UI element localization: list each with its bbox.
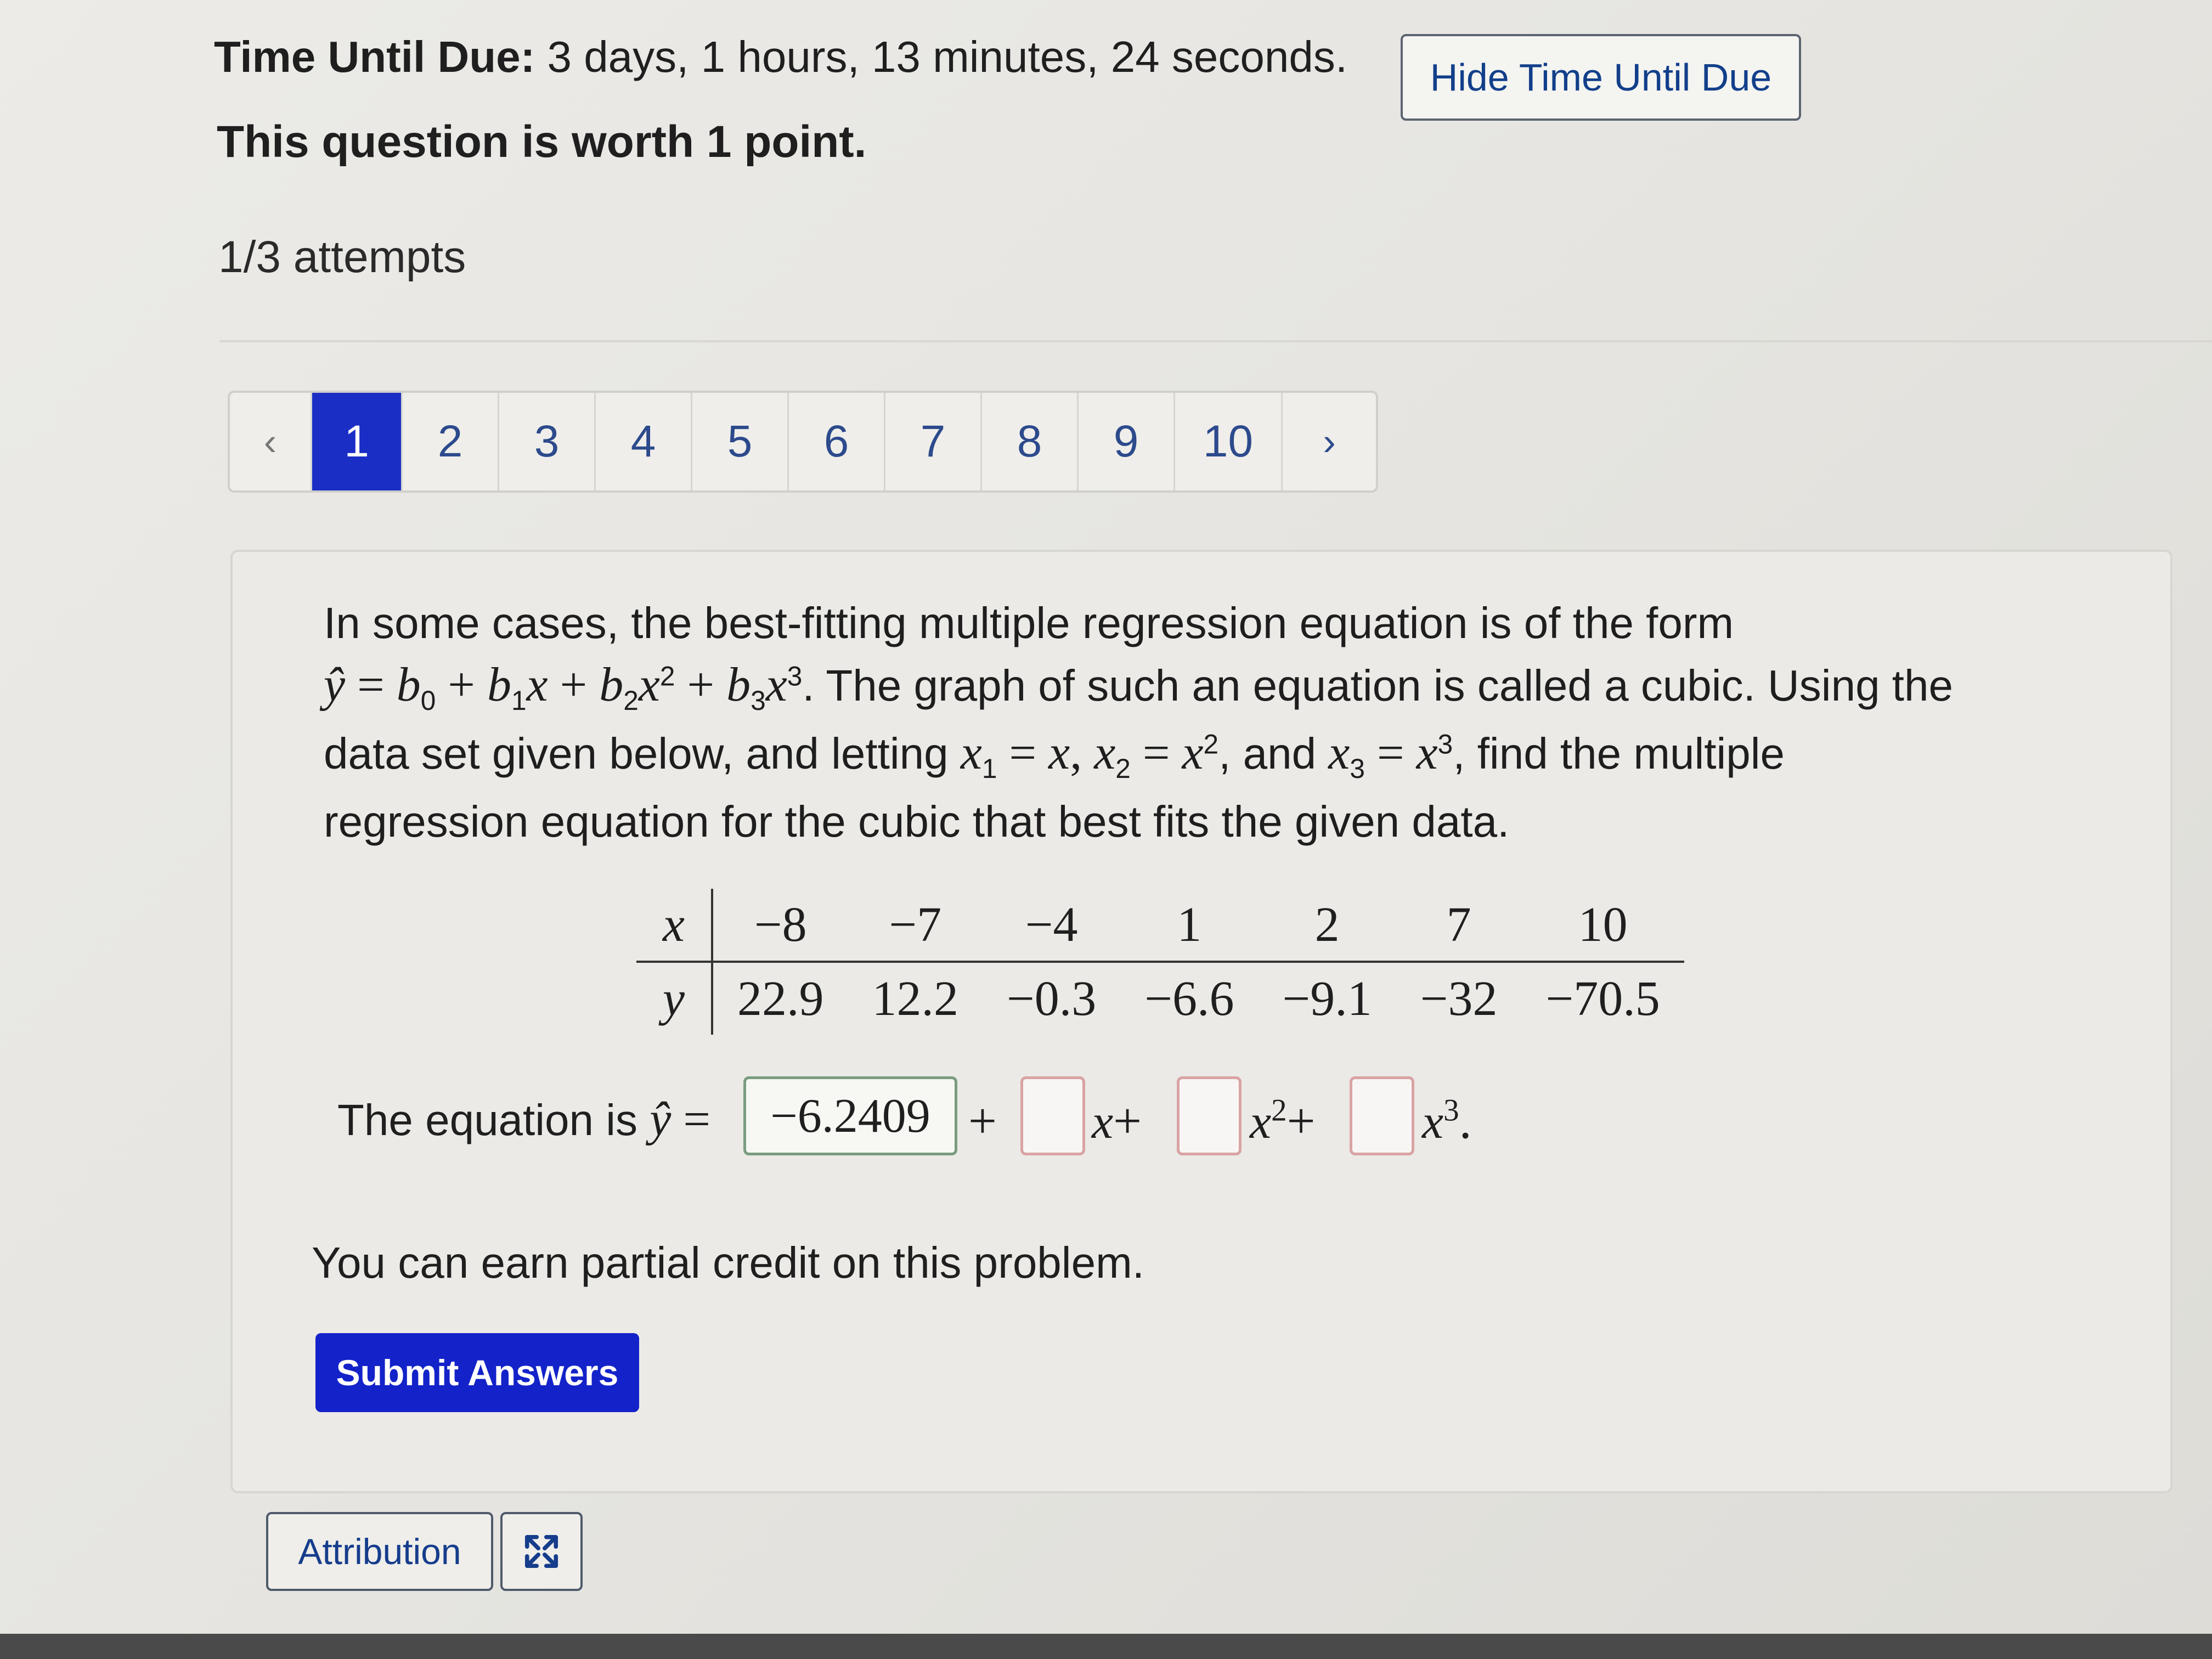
x-cubed-term: $x^3$. <box>1422 1093 1472 1149</box>
pager-page-2[interactable]: 2 <box>403 393 499 490</box>
expand-icon[interactable] <box>500 1512 583 1591</box>
table-cell: −0.3 <box>1006 972 1097 1026</box>
question-line-2 <box>324 657 1953 716</box>
question-line-3 <box>324 725 1785 785</box>
pager-page-4[interactable]: 4 <box>596 393 692 490</box>
b2-input[interactable] <box>1177 1076 1242 1155</box>
table-cell: 10 <box>1522 889 1684 962</box>
table-cell: −4 <box>983 889 1120 962</box>
cubic-formula: ŷ = $b_0 + b_1x + b_2x^2 + b_3x^3$ <box>324 658 803 716</box>
equation-label-text: The equation is <box>337 1096 638 1144</box>
pager-page-5[interactable]: 5 <box>692 393 789 490</box>
attribution-button[interactable]: Attribution <box>266 1512 493 1591</box>
x1-definition: $x_1 = x$, $x_2 = x^2$ <box>960 726 1219 784</box>
pager-page-9[interactable]: 9 <box>1079 393 1175 490</box>
b1-input[interactable] <box>1020 1076 1085 1155</box>
pager-prev-button[interactable]: ‹ <box>230 393 312 490</box>
question-line-3-text-b: , and <box>1218 729 1329 778</box>
data-table <box>636 889 1684 1035</box>
due-label: Time Until Due: <box>214 32 535 81</box>
pager-page-1[interactable]: 1 <box>312 393 403 490</box>
expand-arrows-icon <box>522 1532 561 1571</box>
x-header: x <box>636 889 712 962</box>
table-cell: −8 <box>712 889 848 962</box>
table-cell: −70.5 <box>1545 972 1660 1026</box>
pager-page-6[interactable]: 6 <box>789 393 885 490</box>
b0-input[interactable]: −6.2409 <box>743 1076 957 1155</box>
x3-definition: $x_3 = x^3$ <box>1328 726 1453 784</box>
divider <box>219 340 2212 342</box>
question-line-3-text-a: data set given below, and letting <box>324 729 961 778</box>
table-cell: 12.2 <box>872 972 958 1026</box>
question-pager <box>228 391 1378 493</box>
x-squared-term: $x^2+$ <box>1250 1093 1316 1149</box>
hide-time-until-due-button[interactable]: Hide Time Until Due <box>1401 34 1801 121</box>
due-value: 3 days, 1 hours, 13 minutes, 24 seconds. <box>547 32 1348 81</box>
plus-sign: + <box>968 1093 997 1149</box>
question-line-4: regression equation for the cubic that best fits the given data. <box>324 797 1510 846</box>
pager-page-3[interactable]: 3 <box>499 393 596 490</box>
table-cell: −32 <box>1420 972 1498 1026</box>
partial-credit-note: You can earn partial credit on this problem. <box>312 1238 1144 1287</box>
table-cell: 7 <box>1396 889 1522 962</box>
pager-page-8[interactable]: 8 <box>982 393 1079 490</box>
attempts-count: 1/3 attempts <box>218 232 466 282</box>
table-row-y <box>636 962 1684 1035</box>
question-line-3-text-c: , find the multiple <box>1453 729 1785 778</box>
time-until-due <box>214 32 1347 82</box>
pager-next-button[interactable]: › <box>1323 420 1336 463</box>
submit-answers-button[interactable]: Submit Answers <box>315 1333 639 1412</box>
question-line-2-text: . The graph of such an equation is called a cubic. Using the <box>802 661 1953 710</box>
table-row-x <box>636 889 1684 962</box>
table-cell: −6.6 <box>1144 972 1234 1026</box>
table-cell: −9.1 <box>1282 972 1372 1026</box>
question-worth: This question is worth 1 point. <box>217 117 867 167</box>
question-line-1: In some cases, the best-fitting multiple regression equation is of the form <box>324 599 1734 647</box>
b3-input[interactable] <box>1350 1076 1414 1155</box>
equation-label: The equation is ŷ = <box>337 1093 710 1146</box>
pager-page-10[interactable]: 10 <box>1175 393 1283 490</box>
table-cell: −7 <box>848 889 983 962</box>
table-cell: 2 <box>1258 889 1396 962</box>
screen-bezel <box>0 1634 2212 1659</box>
table-cell: 1 <box>1120 889 1258 962</box>
y-header: y <box>636 962 712 1035</box>
x-term: x+ <box>1092 1093 1142 1149</box>
pager-page-7[interactable]: 7 <box>885 393 982 490</box>
table-cell: 22.9 <box>737 972 824 1026</box>
